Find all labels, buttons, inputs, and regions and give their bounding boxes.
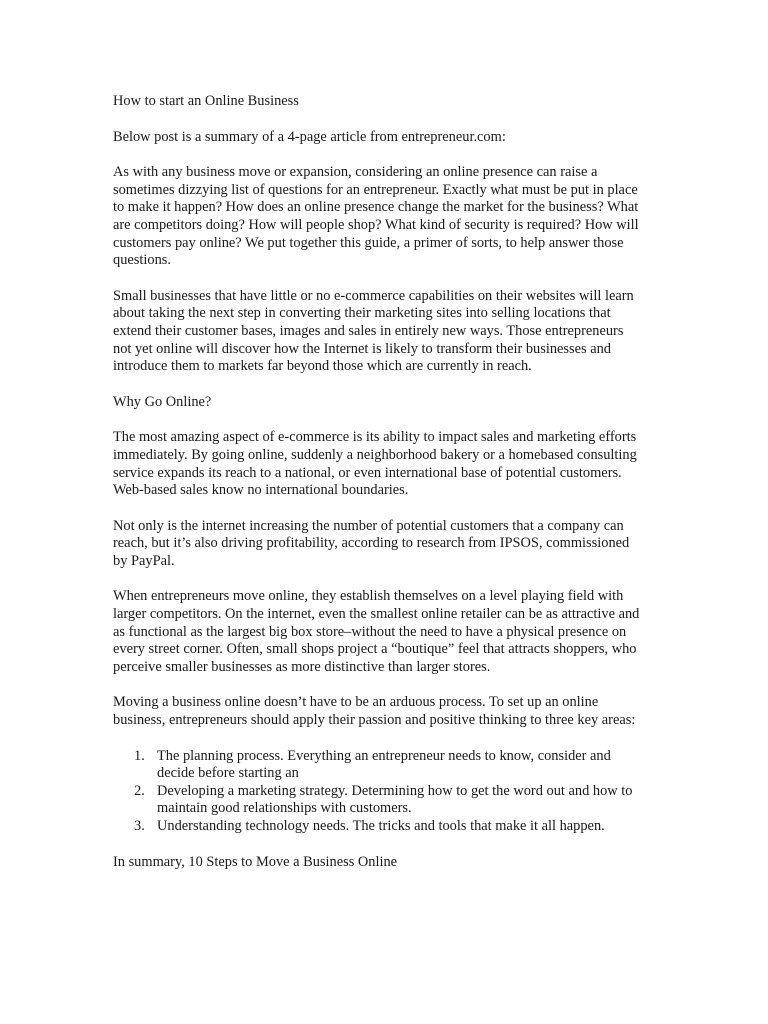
list-item-number: 3. [134, 818, 145, 834]
list-item-text: Developing a marketing strategy. Determining how to get the word out and how to maintain good relationships with customers. [157, 782, 633, 817]
list-item-text: The planning process. Everything an entrepreneur needs to know, consider and decide before starting an [157, 747, 611, 782]
section-heading: Why Go Online? [113, 393, 212, 410]
body-paragraph: Moving a business online doesn’t have to be an arduous process. To set up an online business, entrepreneurs should apply their passion and positive thinking to three key areas: [113, 694, 636, 729]
list-item [113, 783, 643, 818]
list-item-number: 2. [134, 782, 145, 799]
body-paragraph: The most amazing aspect of e-commerce is its ability to impact sales and marketing efforts immediately. By going online, suddenly a neighborhood bakery or a homebased consulting service expands its reach to a national, or even international base of potential customers. Web-based sales know no international boundaries. [113, 429, 637, 499]
body-paragraph: Small businesses that have little or no e-commerce capabilities on their websites will learn about taking the next step in converting their marketing sites into selling locations that extend their customer bases, images and sales in entirely new ways. Those entrepreneurs not yet online will discover how the Internet is likely to transform their businesses and introduce them to markets far beyond those which are currently in reach. [113, 287, 634, 375]
document-body [113, 93, 643, 889]
body-paragraph: When entrepreneurs move online, they establish themselves on a level playing field with larger competitors. On the internet, even the smallest online retailer can be as attractive and as functional as the largest big box store–without the need to have a physical presence on every street corner. Often, small shops project a “boutique” feel that attracts shoppers, who perceive smaller businesses as more distinctive than larger stores. [113, 588, 640, 675]
body-paragraph: Not only is the internet increasing the number of potential customers that a company can reach, but it’s also driving profitability, according to research from IPSOS, commissioned by PayPal. [113, 517, 630, 569]
summary-heading: In summary, 10 Steps to Move a Business Online [113, 853, 398, 870]
list-item [113, 818, 643, 836]
body-paragraph: As with any business move or expansion, considering an online presence can raise a sometimes dizzying list of questions for an entrepreneur. Exactly what must be put in place to make it happen? How does an online presence change the market for the business? What are competitors doing? How will people shop? What kind of security is required? How will customers pay online? We put together this guide, a primer of sorts, to help answer those questions. [113, 164, 639, 269]
list-item [113, 748, 643, 783]
key-areas-list [113, 748, 643, 836]
list-item-text: Understanding technology needs. The tricks and tools that make it all happen. [157, 818, 605, 834]
intro-paragraph: Below post is a summary of a 4-page article from entrepreneur.com: [113, 128, 506, 145]
document-title: How to start an Online Business [113, 93, 299, 109]
list-item-number: 1. [134, 747, 145, 764]
